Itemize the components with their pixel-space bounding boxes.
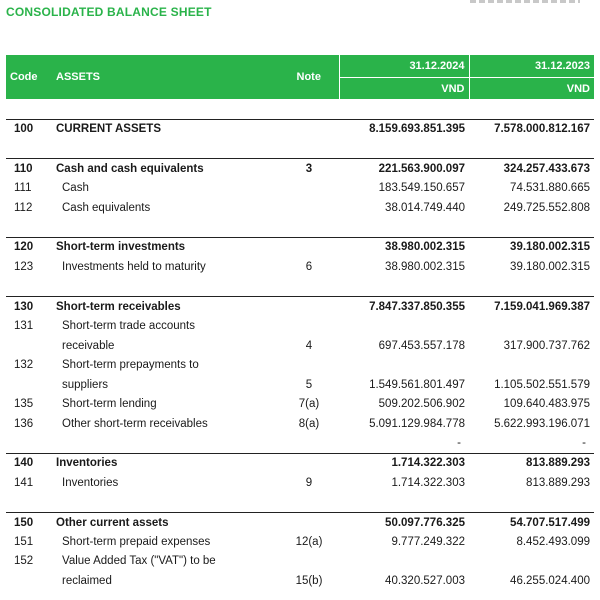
row-label-line-2: suppliers	[62, 378, 109, 391]
row-code: 152	[14, 555, 34, 568]
row-label: CURRENT ASSETS	[52, 119, 279, 139]
row-label: Cash equivalents	[62, 201, 151, 214]
table-row	[6, 375, 594, 395]
row-value-2024: 50.097.776.325	[339, 513, 469, 533]
row-note: 12(a)	[295, 535, 323, 548]
row-note	[279, 297, 339, 317]
row-label: Short-term prepaid expenses	[62, 535, 211, 548]
row-note: 6	[305, 260, 313, 273]
row-value-2023: 74.531.880.665	[510, 181, 590, 194]
row-value-2024: 40.320.527.003	[385, 575, 465, 588]
header-assets: ASSETS	[52, 55, 279, 99]
row-value-2024: 1.549.561.801.497	[369, 378, 465, 391]
row-value-2024: 38.014.749.440	[385, 201, 465, 214]
row-value-2023: 39.180.002.315	[469, 237, 594, 257]
table-row	[6, 336, 594, 356]
row-label-line-1: Short-term trade accounts	[62, 319, 195, 332]
cropped-header-text	[470, 0, 580, 3]
row-value-2023: 5.622.993.196.071	[494, 417, 590, 430]
row-note	[279, 119, 339, 139]
table-row	[6, 119, 594, 139]
row-value-2024: 5.091.129.984.778	[369, 417, 465, 430]
row-label-line-1: Short-term prepayments to	[62, 359, 199, 372]
table-row	[6, 571, 594, 591]
row-value-2023: 54.707.517.499	[469, 513, 594, 533]
header-code: Code	[6, 55, 52, 99]
row-label: Investments held to maturity	[62, 260, 206, 273]
table-row	[6, 513, 594, 533]
header-note: Note	[279, 55, 339, 99]
row-note	[279, 513, 339, 533]
row-note: 4	[305, 339, 313, 352]
row-value-2024: 697.453.557.178	[378, 339, 465, 352]
row-note: 3	[279, 159, 339, 179]
row-code: 135	[14, 398, 34, 411]
row-note: 8(a)	[298, 417, 320, 430]
row-value-2023: 324.257.433.673	[469, 159, 594, 179]
row-code: 150	[6, 513, 52, 533]
row-value-2023: 7.159.041.969.387	[469, 297, 594, 317]
row-note: 5	[305, 378, 313, 391]
row-code: 130	[6, 297, 52, 317]
row-value-2023: 813.889.293	[469, 453, 594, 473]
row-value-2024: 8.159.693.851.395	[339, 119, 469, 139]
row-label-line-1: Value Added Tax ("VAT") to be	[62, 555, 216, 568]
row-label: Short-term lending	[62, 398, 157, 411]
table-row	[6, 237, 594, 257]
row-label: Short-term receivables	[52, 297, 279, 317]
row-note	[279, 198, 339, 218]
row-code: 111	[14, 181, 32, 194]
row-code: 123	[14, 260, 34, 273]
row-value-2023: 39.180.002.315	[510, 260, 590, 273]
table-row	[6, 532, 594, 552]
row-label: Inventories	[52, 453, 279, 473]
row-value-2024: 9.777.249.322	[391, 535, 465, 548]
row-value-2023: 46.255.024.400	[510, 575, 590, 588]
table-row	[6, 257, 594, 277]
row-code: 112	[14, 201, 33, 214]
table-row	[6, 198, 594, 218]
row-label-line-2: receivable	[62, 339, 115, 352]
header-unit-2024: VND	[339, 78, 469, 100]
header-date-2024: 31.12.2024	[339, 55, 469, 78]
row-label: Cash	[62, 181, 89, 194]
row-label: Other short-term receivables	[62, 417, 208, 430]
row-note	[279, 237, 339, 257]
table-row	[6, 159, 594, 179]
dash-row	[6, 434, 594, 454]
row-code: 141	[14, 476, 34, 489]
table-row	[6, 473, 594, 493]
table-row	[6, 552, 594, 572]
row-value-2024: 38.980.002.315	[339, 237, 469, 257]
table-header	[6, 55, 594, 99]
table-row	[6, 453, 594, 473]
header-date-2023: 31.12.2023	[469, 55, 594, 78]
row-value-2024: 1.714.322.303	[391, 476, 465, 489]
row-label: Cash and cash equivalents	[52, 159, 279, 179]
row-label: Inventories	[62, 476, 119, 489]
row-value-2024: 183.549.150.657	[378, 181, 465, 194]
row-code: 100	[6, 119, 52, 139]
row-value-2023: 1.105.502.551.579	[494, 378, 590, 391]
row-code: 132	[14, 359, 34, 372]
table-row	[6, 316, 594, 336]
row-value-2024: 38.980.002.315	[385, 260, 465, 273]
row-code: 136	[14, 417, 34, 430]
row-value-2023: 109.640.483.975	[503, 398, 590, 411]
row-value-2023: 8.452.493.099	[516, 535, 590, 548]
table-row	[6, 395, 594, 415]
row-label: Other current assets	[52, 513, 279, 533]
table-row	[6, 297, 594, 317]
table-row	[6, 414, 594, 434]
row-code: 110	[6, 159, 52, 179]
row-note	[279, 453, 339, 473]
row-label-line-2: reclaimed	[62, 575, 112, 588]
row-code: 151	[14, 535, 34, 548]
row-value-2023: 813.889.293	[526, 476, 590, 489]
row-value-2024: 509.202.506.902	[378, 398, 465, 411]
balance-sheet-table	[6, 55, 594, 591]
row-note: 15(b)	[295, 575, 323, 588]
row-label: Short-term investments	[52, 237, 279, 257]
row-value-2024: 221.563.900.097	[339, 159, 469, 179]
row-code: 131	[14, 319, 34, 332]
row-code: 140	[6, 453, 52, 473]
dash-2024: -	[457, 437, 461, 450]
dash-2023: -	[582, 437, 586, 450]
row-note: 7(a)	[298, 398, 320, 411]
row-code: 120	[6, 237, 52, 257]
row-value-2023: 317.900.737.762	[503, 339, 590, 352]
row-value-2023: 7.578.000.812.167	[469, 119, 594, 139]
table-row	[6, 355, 594, 375]
row-note: 9	[305, 476, 313, 489]
row-value-2023: 249.725.552.808	[503, 201, 590, 214]
row-value-2024: 7.847.337.850.355	[339, 297, 469, 317]
table-row	[6, 178, 594, 198]
header-unit-2023: VND	[469, 78, 594, 100]
page-title: CONSOLIDATED BALANCE SHEET	[6, 5, 212, 19]
row-value-2024: 1.714.322.303	[339, 453, 469, 473]
row-note	[279, 178, 339, 198]
